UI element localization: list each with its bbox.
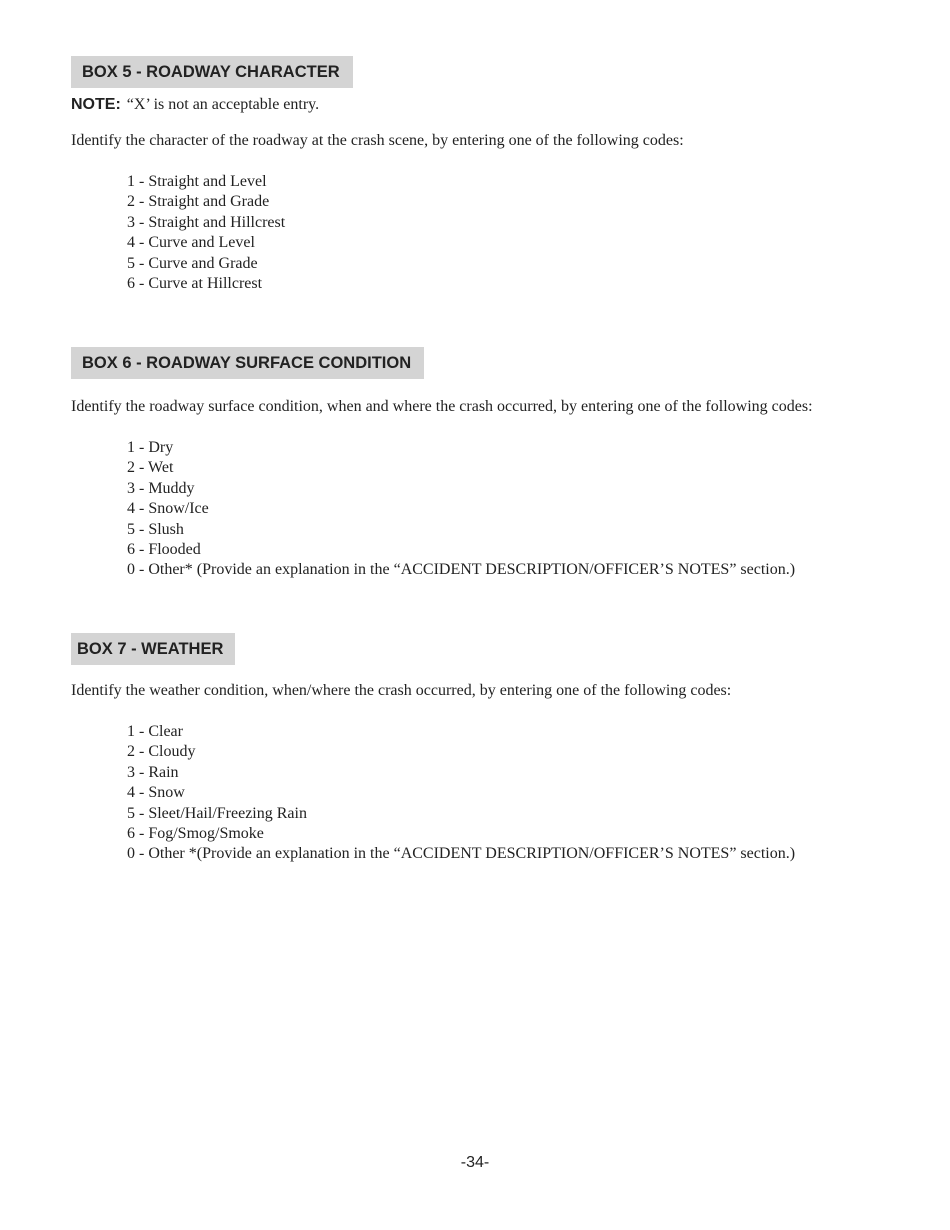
- code-item: 2 - Cloudy: [127, 743, 196, 761]
- box7-body: [71, 681, 910, 701]
- box5-intro: Identify the character of the roadway at the crash scene, by entering one of the following codes:: [71, 132, 684, 149]
- code-item: 4 - Snow/Ice: [127, 500, 209, 518]
- box6-body: [71, 397, 910, 417]
- code-item: 0 - Other *(Provide an explanation in the “ACCIDENT DESCRIPTION/OFFICER’S NOTES” section.): [127, 845, 796, 863]
- box7-code-list: [71, 722, 910, 865]
- code-item: 5 - Sleet/Hail/Freezing Rain: [127, 804, 307, 822]
- code-item: 4 - Snow: [127, 784, 185, 802]
- code-item: 3 - Rain: [127, 763, 179, 781]
- code-item: 5 - Curve and Grade: [127, 254, 258, 272]
- code-item: 1 - Clear: [127, 723, 183, 740]
- box6-intro: Identify the roadway surface condition, when and where the crash occurred, by entering one of the following codes:: [71, 398, 813, 415]
- box5-section: [71, 56, 910, 115]
- note-label: NOTE:: [71, 96, 121, 113]
- box5-note: [71, 95, 910, 115]
- code-item: 4 - Curve and Level: [127, 234, 255, 252]
- box5-header: BOX 5 - ROADWAY CHARACTER: [71, 56, 353, 88]
- code-item: 3 - Muddy: [127, 479, 195, 497]
- page-number: -34-: [460, 1154, 490, 1171]
- box7-section: [71, 633, 910, 665]
- box6-section: [71, 347, 910, 379]
- code-item: 3 - Straight and Hillcrest: [127, 213, 286, 231]
- box7-header: BOX 7 - WEATHER: [71, 633, 235, 665]
- note-text: “X’ is not an acceptable entry.: [126, 96, 320, 113]
- code-item: 6 - Curve at Hillcrest: [127, 275, 263, 293]
- code-item: 6 - Fog/Smog/Smoke: [127, 825, 264, 843]
- box6-code-list: [71, 438, 910, 581]
- code-item: 2 - Straight and Grade: [127, 193, 270, 211]
- box5-body: [71, 131, 910, 151]
- box7-intro: Identify the weather condition, when/where the crash occurred, by entering one of the following codes:: [71, 682, 732, 699]
- code-item: 1 - Dry: [127, 439, 174, 456]
- code-item: 0 - Other* (Provide an explanation in the “ACCIDENT DESCRIPTION/OFFICER’S NOTES” section.): [127, 561, 796, 579]
- code-item: 1 - Straight and Level: [127, 173, 267, 190]
- box5-code-list: [71, 172, 910, 294]
- code-item: 6 - Flooded: [127, 541, 201, 559]
- box6-header: BOX 6 - ROADWAY SURFACE CONDITION: [71, 347, 424, 379]
- code-item: 2 - Wet: [127, 459, 174, 477]
- code-item: 5 - Slush: [127, 520, 184, 538]
